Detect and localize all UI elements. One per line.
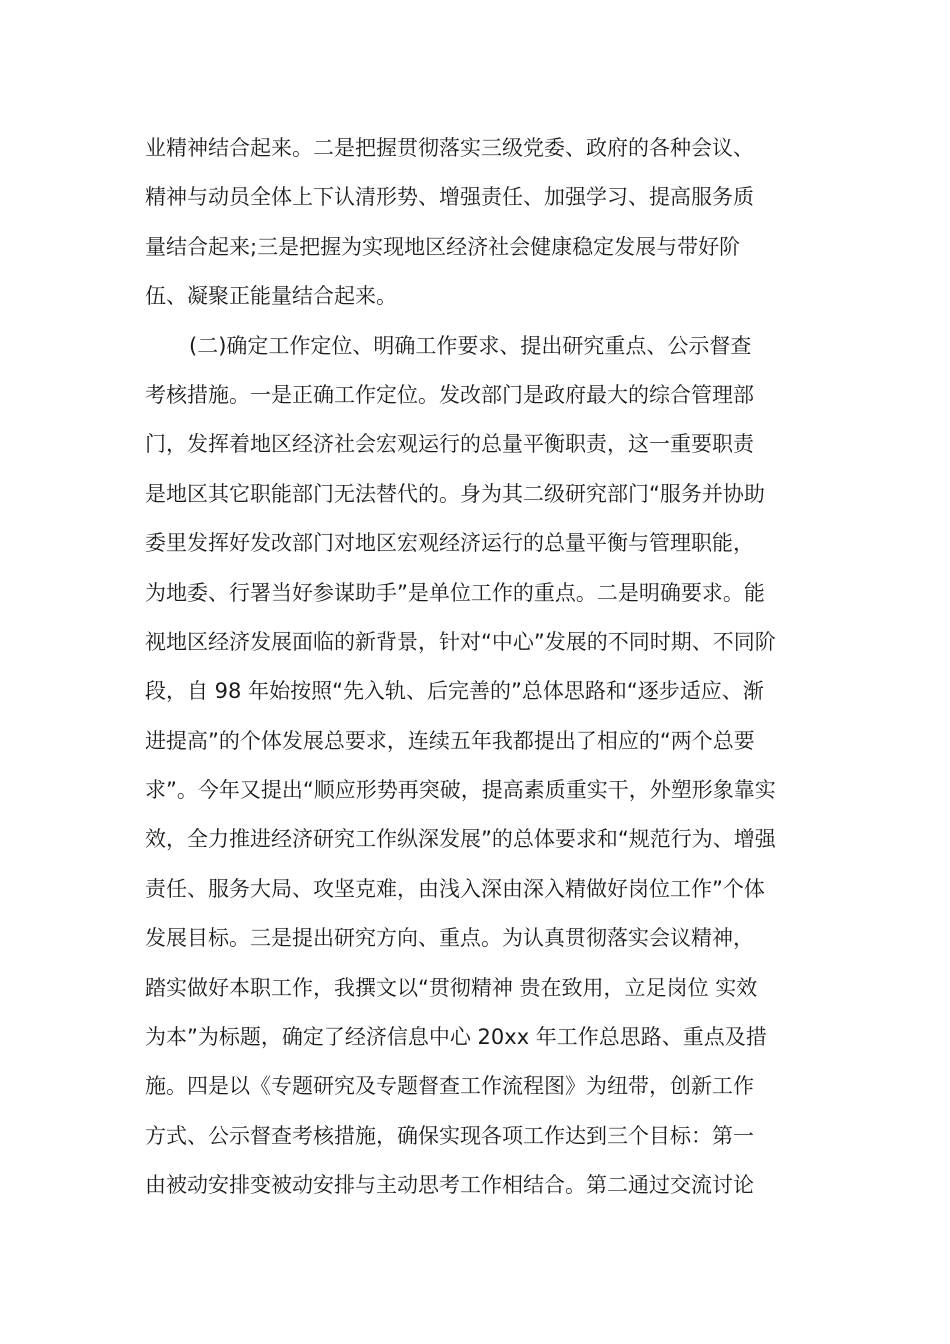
paragraph-2	[145, 322, 815, 1211]
text-line: 发展目标。三是提出研究方向、重点。为认真贯彻落实会议精神，	[145, 926, 754, 951]
paragraph-1	[145, 124, 815, 322]
text-line: 进提高”的个体发展总要求，连续五年我都提出了相应的“两个总要	[145, 728, 755, 753]
text-line: 求”。今年又提出“顺应形势再突破，提高素质重实干，外塑形象靠实	[145, 778, 776, 803]
text-line: 段，自 98 年始按照“先入轨、后完善的”总体思路和“逐步适应、渐	[145, 679, 764, 704]
text-line: 委里发挥好发改部门对地区宏观经济运行的总量平衡与管理职能，	[145, 531, 754, 556]
text-line: 为地委、行署当好参谋助手”是单位工作的重点。二是明确要求。能	[145, 580, 765, 605]
text-line: (二)确定工作定位、明确工作要求、提出研究重点、公示督查	[189, 333, 752, 358]
text-line: 效，全力推进经济研究工作纵深发展”的总体要求和“规范行为、增强	[145, 827, 776, 852]
text-line: 量结合起来;三是把握为实现地区经济社会健康稳定发展与带好阶	[145, 234, 741, 259]
text-line: 业精神结合起来。二是把握贯彻落实三级党委、政府的各种会议、	[145, 136, 754, 160]
text-line: 是地区其它职能部门无法替代的。身为其二级研究部门“服务并协助	[145, 481, 765, 506]
text-line: 责任、服务大局、攻坚克难，由浅入深由深入精做好岗位工作”个体	[145, 876, 765, 901]
text-line: 为本”为标题，确定了经济信息中心 20xx 年工作总思路、重点及措	[145, 1025, 767, 1050]
text-line: 视地区经济发展面临的新背景，针对“中心”发展的不同时期、不同阶	[145, 629, 776, 654]
text-line: 考核措施。一是正确工作定位。发改部门是政府最大的综合管理部	[145, 382, 754, 407]
text-line: 由被动安排变被动安排与主动思考工作相结合。第二通过交流讨论	[145, 1173, 754, 1198]
text-line: 伍、凝聚正能量结合起来。	[145, 284, 397, 309]
text-line: 精神与动员全体上下认清形势、增强责任、加强学习、提高服务质	[145, 185, 754, 210]
text-line: 施。四是以《专题研究及专题督查工作流程图》为纽带，创新工作	[145, 1074, 754, 1099]
text-line: 方式、公示督查考核措施，确保实现各项工作达到三个目标：第一	[145, 1123, 754, 1148]
text-line: 门，发挥着地区经济社会宏观运行的总量平衡职责，这一重要职责	[145, 432, 754, 457]
document-body	[145, 124, 815, 1211]
text-line: 踏实做好本职工作，我撰文以“贯彻精神 贵在致用，立足岗位 实效	[145, 975, 758, 1000]
